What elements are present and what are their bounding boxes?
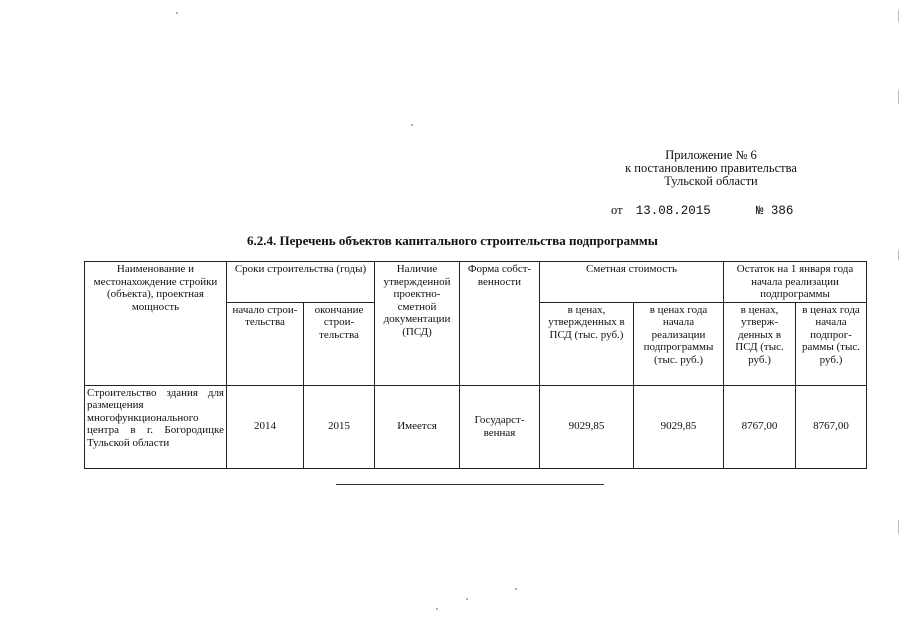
scan-speck	[515, 588, 517, 590]
header-cost-psd: в ценах, утвержденных в ПСД (тыс. руб.)	[540, 302, 634, 385]
document-title: 6.2.4. Перечень объектов капитального строительства подпрограммы	[247, 233, 658, 248]
decree-line	[611, 203, 793, 218]
scan-speck	[436, 608, 438, 610]
header-remainder: Остаток на 1 января года начала реализации подпрограммы	[724, 262, 867, 303]
header-psd: Наличие утвержденной проектно-сметной документации (ПСД)	[375, 262, 460, 386]
scan-speck	[176, 12, 178, 14]
closing-rule	[336, 484, 604, 485]
header-cost: Сметная стоимость	[540, 262, 724, 303]
cell-ownership: Государст-венная	[460, 385, 540, 468]
capital-construction-table	[84, 261, 867, 469]
scan-edge-mark	[898, 90, 899, 104]
scan-speck	[411, 124, 413, 126]
header-cost-program: в ценах года начала реализации подпрограммы (тыс. руб.)	[634, 302, 724, 385]
header-ownership: Форма собст-венности	[460, 262, 540, 386]
scan-edge-mark	[898, 250, 899, 260]
decree-number: № 386	[755, 204, 794, 218]
decree-date: 13.08.2015	[635, 204, 711, 218]
cell-end-year: 2015	[304, 385, 375, 468]
header-remainder-psd: в ценах, утверж-денных в ПСД (тыс. руб.)	[724, 302, 796, 385]
cell-remainder-program: 8767,00	[796, 385, 867, 468]
appendix-line: к постановлению правительства	[625, 161, 797, 175]
cell-psd: Имеется	[375, 385, 460, 468]
scan-edge-mark	[898, 520, 899, 534]
cell-object-name: Строительство здания для размещения многофункционального центра в г. Богородицке Тульской области	[85, 385, 227, 468]
header-period: Сроки строительства (годы)	[227, 262, 375, 303]
table-row	[85, 385, 867, 468]
header-name: Наименование и местонахождение стройки (объекта), проектная мощность	[85, 262, 227, 386]
cell-start-year: 2014	[227, 385, 304, 468]
scan-edge-mark	[898, 10, 899, 22]
cell-cost-psd: 9029,85	[540, 385, 634, 468]
appendix-line: Тульской области	[664, 174, 758, 188]
scan-speck	[466, 598, 468, 600]
cell-remainder-psd: 8767,00	[724, 385, 796, 468]
decree-from-label: от	[611, 203, 623, 217]
appendix-header	[600, 149, 822, 188]
header-remainder-program: в ценах года начала подпрог-раммы (тыс. руб.)	[796, 302, 867, 385]
header-period-end: окончание строи-тельства	[304, 302, 375, 385]
cell-cost-program: 9029,85	[634, 385, 724, 468]
header-period-start: начало строи-тельства	[227, 302, 304, 385]
appendix-line: Приложение № 6	[665, 148, 757, 162]
